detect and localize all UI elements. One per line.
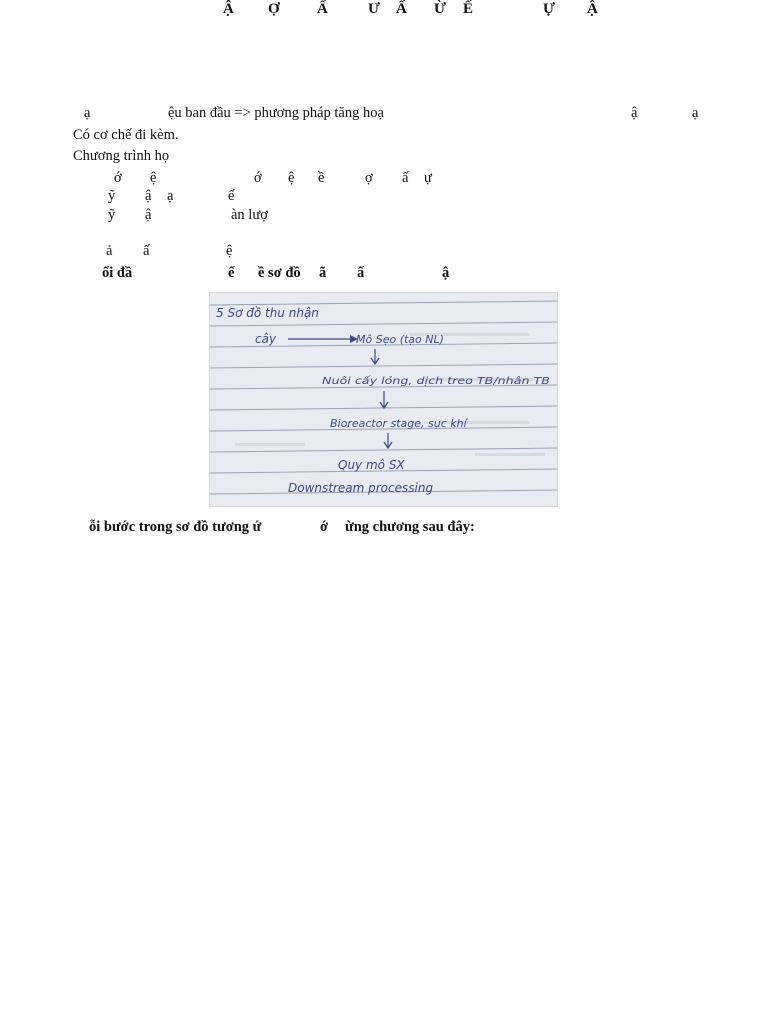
title-fragment: Ậ <box>223 1 234 17</box>
row6-fragment: àn lượ <box>231 207 268 223</box>
row4-fragment: ớ <box>114 170 122 186</box>
row7-fragment: ệ <box>226 243 233 259</box>
row8-fragment: ã <box>319 265 327 281</box>
line1-left: ạ <box>84 105 91 121</box>
row6-fragment: ỹ <box>108 207 116 223</box>
row4-fragment: ệ <box>288 170 295 186</box>
row4-fragment: ớ <box>254 170 262 186</box>
diagram-step-suspension: Nuôi cấy lỏng, dịch treo TB/nhân TB <box>322 376 502 387</box>
title-fragment: Ấ <box>396 1 407 17</box>
line1-middle: ệu ban đầu => phương pháp tăng hoạ <box>168 105 384 121</box>
row6-fragment: ậ <box>145 207 152 223</box>
title-fragment: Ợ <box>268 1 280 17</box>
row4-fragment: ự <box>424 170 432 186</box>
row8-fragment: ể <box>228 265 235 281</box>
row5-fragment: ạ <box>167 188 174 204</box>
paragraph-line: Chương trình họ <box>73 148 170 164</box>
final-line-part: ỗi bước trong sơ đồ tương ứ <box>89 519 262 535</box>
diagram-step-scale: Quy mô SX <box>338 458 405 472</box>
row8-fragment: ề sơ đồ <box>258 265 301 281</box>
row8-fragment: ấ <box>357 265 365 281</box>
title-fragment: Ư <box>368 1 380 17</box>
title-fragment: Ấ <box>317 1 328 17</box>
row5-fragment: ỹ <box>108 188 116 204</box>
row7-fragment: ả <box>106 243 113 259</box>
diagram-step-callus: Mô Sẹo (tạo NL) <box>356 333 444 346</box>
diagram-heading: 5 Sơ đồ thu nhận <box>216 306 319 320</box>
row8-fragment: ậ <box>442 265 450 281</box>
paragraph-line: Có cơ chế đi kèm. <box>73 127 179 143</box>
title-fragment: Ế <box>463 1 474 17</box>
diagram-step-plant: cây <box>255 332 277 346</box>
title-fragment: Ự <box>543 1 555 17</box>
row4-fragment: ợ <box>365 170 373 186</box>
handwritten-diagram-photo <box>209 292 558 507</box>
diagram-step-downstream: Downstream processing <box>288 481 434 495</box>
row5-fragment: ậ <box>145 188 152 204</box>
title-fragment: Ừ <box>434 1 446 17</box>
row7-fragment: ấ <box>143 243 150 259</box>
handwritten-diagram <box>210 293 558 507</box>
final-line-part: ớ <box>320 519 329 535</box>
title-fragment: Ậ <box>587 1 598 17</box>
diagram-step-bioreactor: Bioreactor stage, sục khí <box>330 417 467 430</box>
line1-right: ạ <box>692 105 699 121</box>
line1-right: ậ <box>631 105 638 121</box>
final-line-part: ừng chương sau đây: <box>345 519 475 535</box>
row8-fragment: ổi đầ <box>102 265 133 281</box>
document-title <box>0 0 768 20</box>
row4-fragment: ấ <box>402 170 409 186</box>
row5-fragment: ế <box>228 188 235 204</box>
row4-fragment: ề <box>318 170 325 186</box>
row4-fragment: ệ <box>150 170 157 186</box>
